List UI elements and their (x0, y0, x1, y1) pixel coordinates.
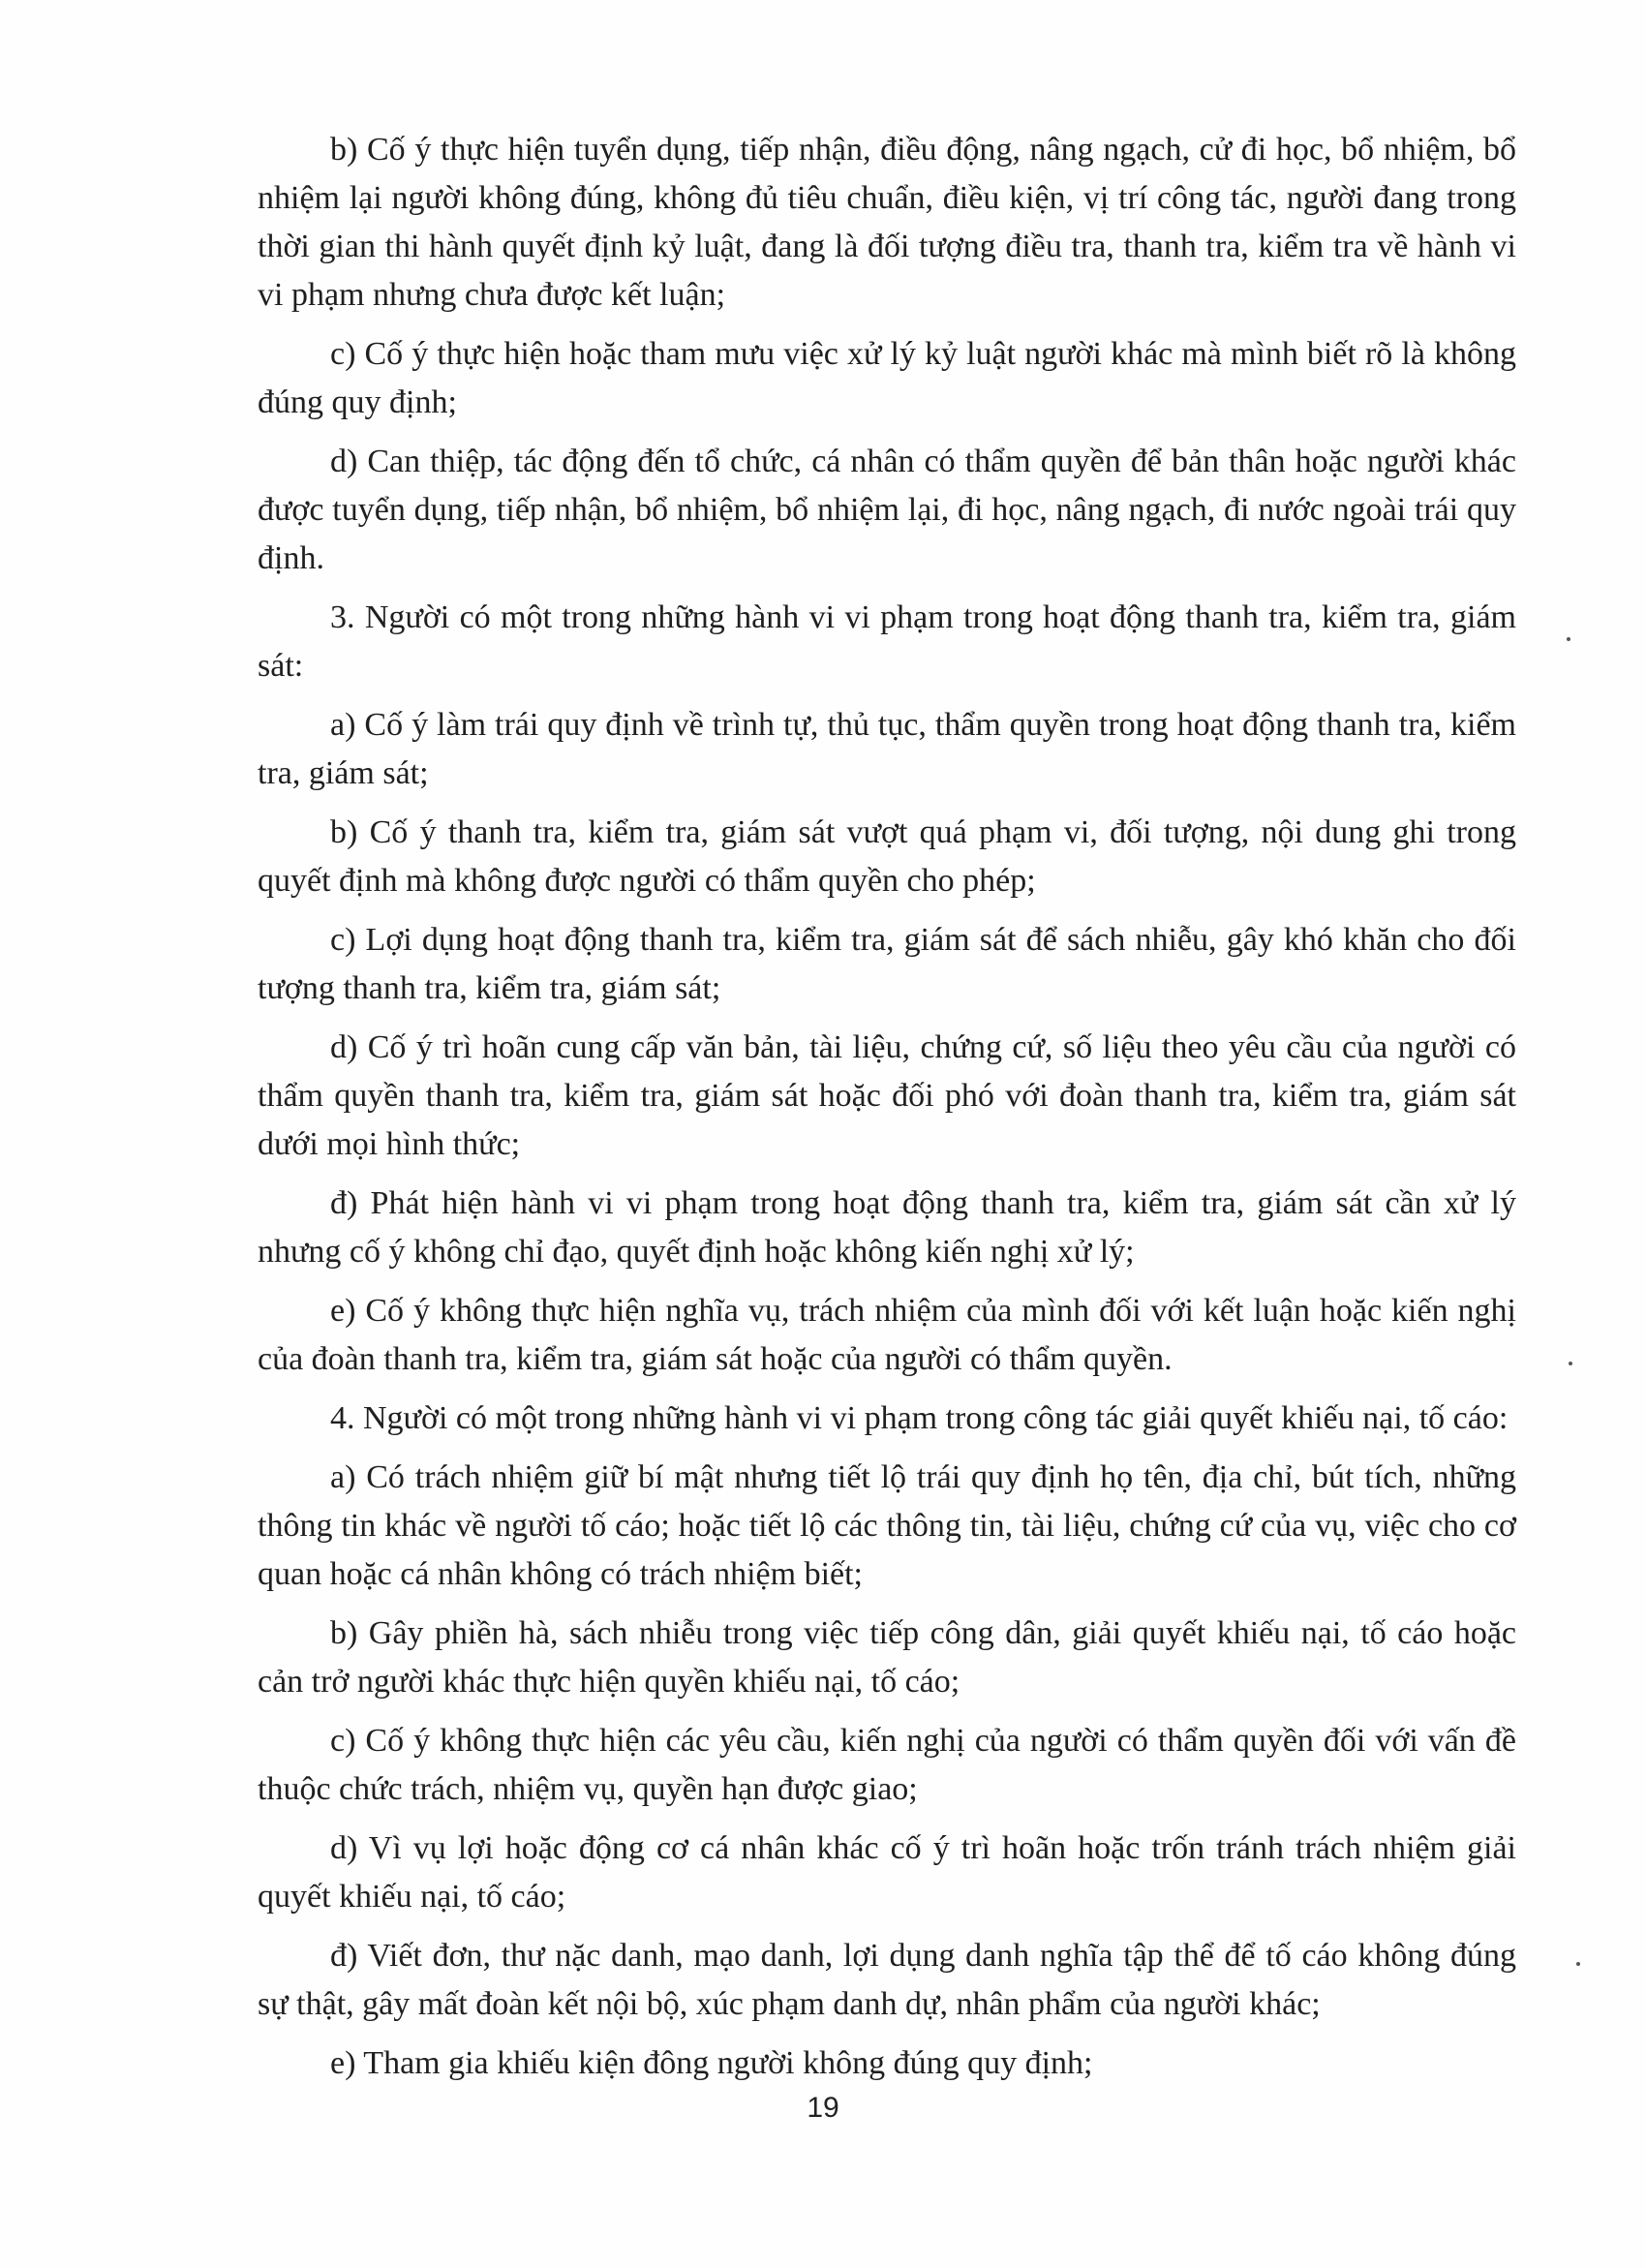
paragraph-3c: c) Lợi dụng hoạt động thanh tra, kiểm tra, giám sát để sách nhiễu, gây khó khăn cho đối tượng thanh tra, kiểm tra, giám sát; (258, 922, 1516, 1006)
paragraph-4c: c) Cố ý không thực hiện các yêu cầu, kiến nghị của người có thẩm quyền đối với vấn đề thuộc chức trách, nhiệm vụ, quyền hạn được giao; (258, 1723, 1516, 1807)
scan-speck (1567, 637, 1570, 641)
paragraph-3-thanh-tra: 3. Người có một trong những hành vi vi phạm trong hoạt động thanh tra, kiểm tra, giám sát: (258, 599, 1516, 684)
paragraph-4b: b) Gây phiền hà, sách nhiễu trong việc tiếp công dân, giải quyết khiếu nại, tố cáo hoặc cản trở người khác thực hiện quyền khiếu nại, tố cáo; (258, 1615, 1516, 1700)
paragraph-c-ky-luat: c) Cố ý thực hiện hoặc tham mưu việc xử lý kỷ luật người khác mà mình biết rõ là không đúng quy định; (258, 336, 1516, 420)
paragraph-3a: a) Cố ý làm trái quy định về trình tự, thủ tục, thẩm quyền trong hoạt động thanh tra, kiểm tra, giám sát; (258, 707, 1516, 791)
paragraph-b-tuyen-dung: b) Cố ý thực hiện tuyển dụng, tiếp nhận, điều động, nâng ngạch, cử đi học, bổ nhiệm, bổ nhiệm lại người không đúng, không đủ tiêu chuẩn, điều kiện, vị trí công tác, người đang trong thời gian thi hành quyết định kỷ luật, đang là đối tượng điều tra, thanh tra, kiểm tra về hành vi vi phạm nhưng chưa được kết luận; (258, 132, 1516, 313)
paragraph-4d: d) Vì vụ lợi hoặc động cơ cá nhân khác cố ý trì hoãn hoặc trốn tránh trách nhiệm giải quyết khiếu nại, tố cáo; (258, 1830, 1516, 1915)
page-number: 19 (807, 2092, 839, 2124)
paragraph-3dd: đ) Phát hiện hành vi vi phạm trong hoạt động thanh tra, kiểm tra, giám sát cần xử lý nhưng cố ý không chỉ đạo, quyết định hoặc không kiến nghị xử lý; (258, 1185, 1516, 1270)
paragraph-3e: e) Cố ý không thực hiện nghĩa vụ, trách nhiệm của mình đối với kết luận hoặc kiến nghị của đoàn thanh tra, kiểm tra, giám sát hoặc của người có thẩm quyền. (258, 1293, 1516, 1377)
paragraph-4e: e) Tham gia khiếu kiện đông người không đúng quy định; (330, 2045, 1093, 2081)
scan-speck (1569, 1362, 1572, 1365)
document-body (258, 126, 1516, 2099)
scan-speck (1576, 1962, 1580, 1966)
paragraph-d-can-thiep: d) Can thiệp, tác động đến tổ chức, cá nhân có thẩm quyền để bản thân hoặc người khác được tuyển dụng, tiếp nhận, bổ nhiệm, bổ nhiệm lại, đi học, nâng ngạch, đi nước ngoài trái quy định. (258, 444, 1516, 576)
paragraph-4dd: đ) Viết đơn, thư nặc danh, mạo danh, lợi dụng danh nghĩa tập thể để tố cáo không đúng sự thật, gây mất đoàn kết nội bộ, xúc phạm danh dự, nhân phẩm của người khác; (258, 1938, 1516, 2022)
paragraph-3d: d) Cố ý trì hoãn cung cấp văn bản, tài liệu, chứng cứ, số liệu theo yêu cầu của người có thẩm quyền thanh tra, kiểm tra, giám sát hoặc đối phó với đoàn thanh tra, kiểm tra, giám sát dưới mọi hình thức; (258, 1029, 1516, 1162)
paragraph-3b: b) Cố ý thanh tra, kiểm tra, giám sát vượt quá phạm vi, đối tượng, nội dung ghi trong quyết định mà không được người có thẩm quyền cho phép; (258, 814, 1516, 899)
paragraph-4-khieu-nai: 4. Người có một trong những hành vi vi phạm trong công tác giải quyết khiếu nại, tố cáo: (330, 1400, 1509, 1436)
paragraph-4a: a) Có trách nhiệm giữ bí mật nhưng tiết lộ trái quy định họ tên, địa chỉ, bút tích, những thông tin khác về người tố cáo; hoặc tiết lộ các thông tin, tài liệu, chứng cứ của vụ, việc cho cơ quan hoặc cá nhân không có trách nhiệm biết; (258, 1459, 1516, 1592)
